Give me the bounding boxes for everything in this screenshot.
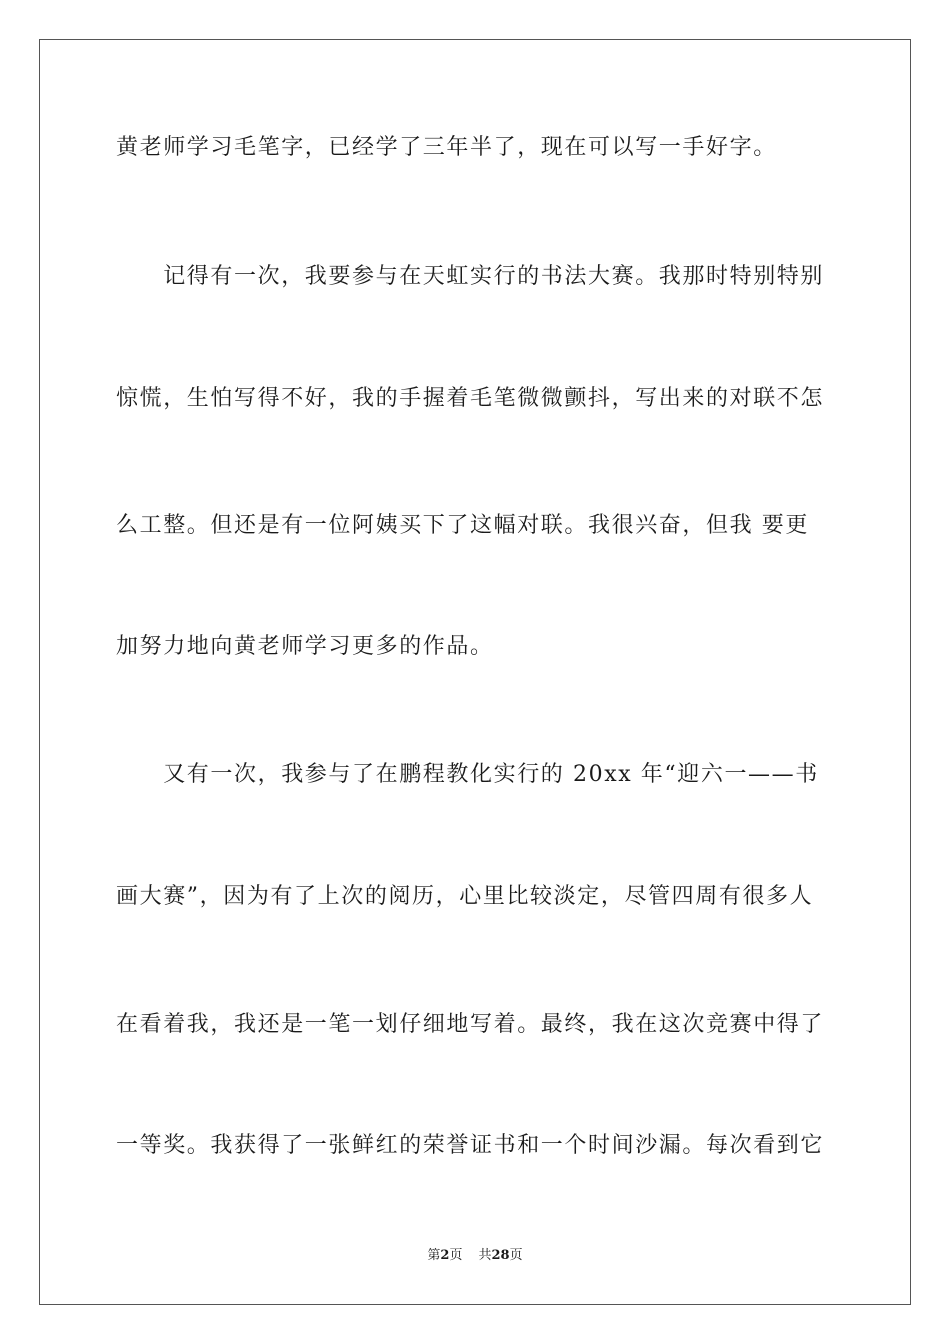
page-footer xyxy=(0,1247,950,1265)
paragraph-line-3: 惊慌，生怕写得不好，我的手握着毛笔微微颤抖，写出来的对联不怎 xyxy=(116,386,825,411)
paragraph-line-4: 么工整。但还是有一位阿姨买下了这幅对联。我很兴奋，但我 要更 xyxy=(116,513,809,538)
paragraph-line-9: 一等奖。我获得了一张鲜红的荣誉证书和一个时间沙漏。每次看到它 xyxy=(116,1133,825,1158)
total-suffix: 页 xyxy=(509,1248,523,1263)
page-prefix: 第 xyxy=(427,1248,441,1263)
page-suffix: 页 xyxy=(449,1248,463,1263)
current-page-number: 2 xyxy=(440,1248,450,1263)
paragraph-line-8: 在看着我，我还是一笔一划仔细地写着。最终，我在这次竞赛中得了 xyxy=(116,1012,825,1037)
page-border xyxy=(39,39,911,1305)
total-page-count: 28 xyxy=(491,1248,510,1263)
total-prefix: 共 xyxy=(478,1248,492,1263)
paragraph-line-1: 黄老师学习毛笔字，已经学了三年半了，现在可以写一手好字。 xyxy=(116,135,777,160)
paragraph-line-5: 加努力地向黄老师学习更多的作品。 xyxy=(116,634,494,659)
paragraph-line-6: 又有一次，我参与了在鹏程教化实行的 20xx 年“迎六一——书 xyxy=(116,762,819,787)
paragraph-line-2: 记得有一次，我要参与在天虹实行的书法大赛。我那时特别特别 xyxy=(116,264,825,289)
paragraph-line-7: 画大赛”，因为有了上次的阅历，心里比较淡定，尽管四周有很多人 xyxy=(116,884,814,909)
